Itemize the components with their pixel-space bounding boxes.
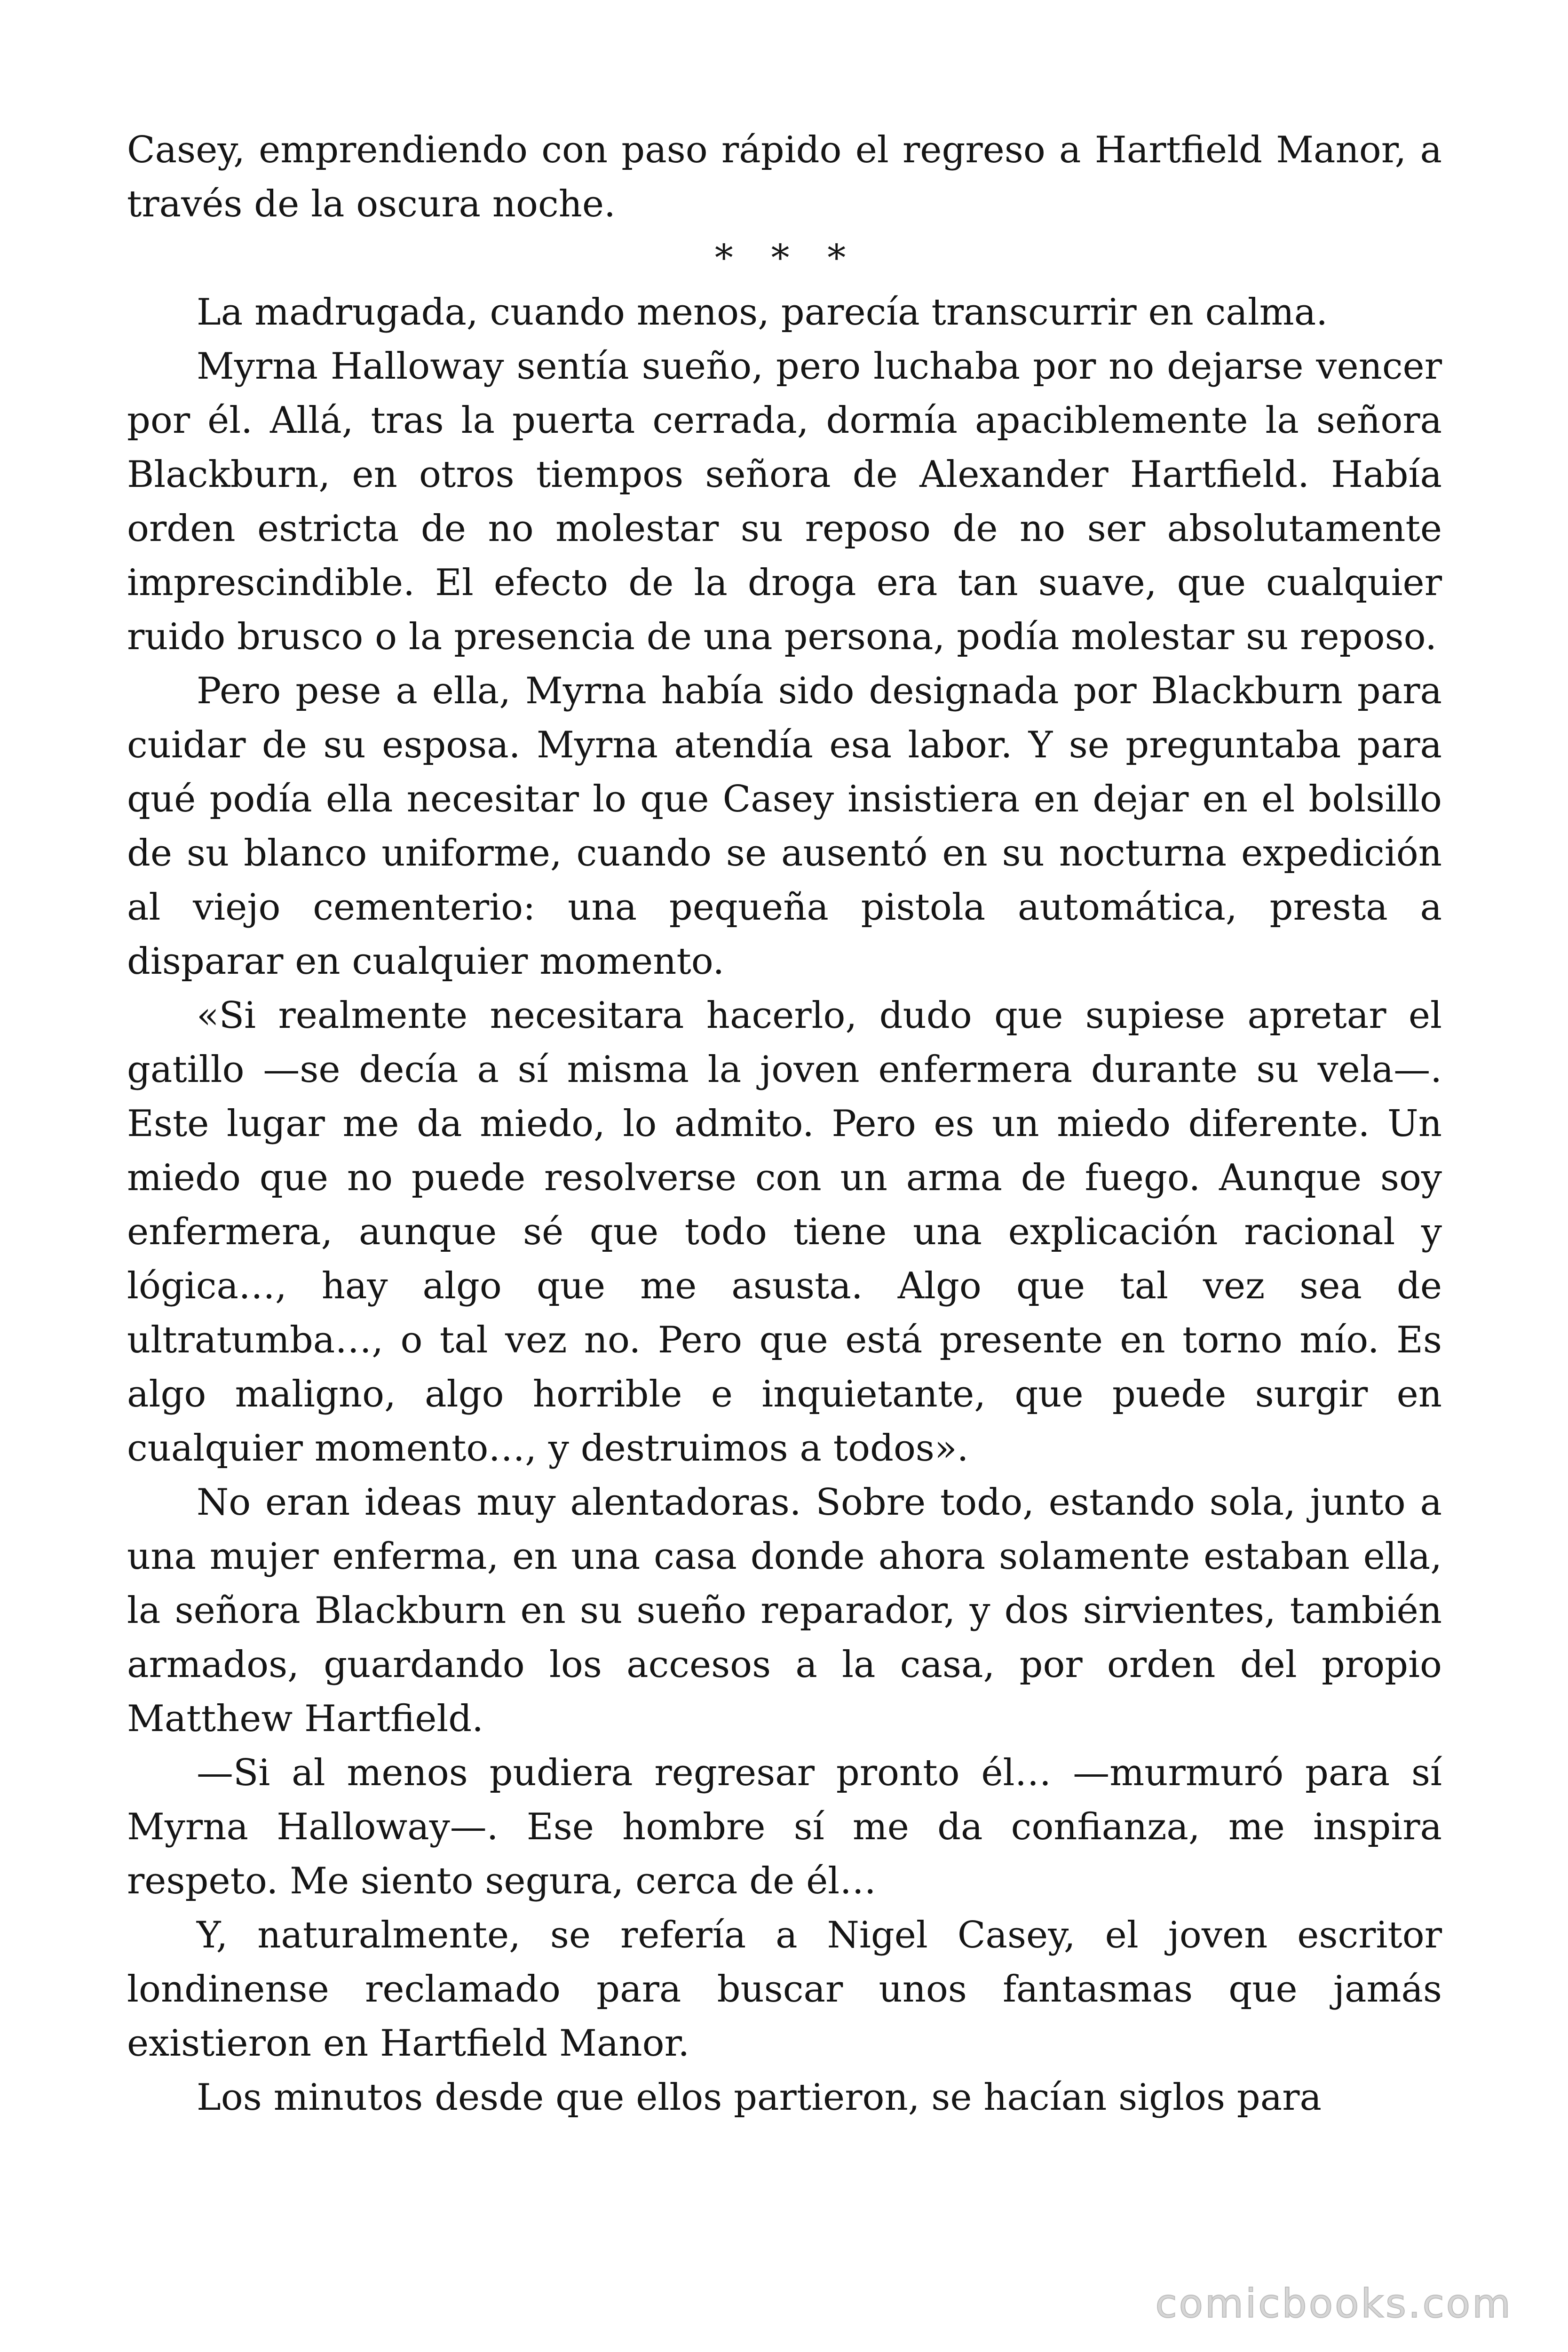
text-column [127, 123, 1442, 2125]
paragraph-7: Y, naturalmente, se refería a Nigel Casey, el joven escritor londinense reclamado para buscar unos fantasmas que jamás existieron en Hartfield Manor. [127, 1914, 1442, 2065]
paragraph-6: —Si al menos pudiera regresar pronto él… —murmuró para sí Myrna Halloway—. Ese hombre sí me da confianza, me inspira respeto. Me siento segura, cerca de él… [127, 1752, 1442, 1902]
opening-paragraph: Casey, emprendiendo con paso rápido el regreso a Hartfield Manor, a través de la oscura noche. [127, 129, 1442, 225]
paragraph-8: Los minutos desde que ellos partieron, se hacían siglos para [197, 2076, 1322, 2119]
paragraph-2: Myrna Halloway sentía sueño, pero luchaba por no dejarse vencer por él. Allá, tras la puerta cerrada, dormía apaciblemente la señora Blackburn, en otros tiempos señora de Alexander Hartfield. Había orden estricta de no molestar su reposo de no ser absolutamente imprescindible. El efecto de la droga era tan suave, que cualquier ruido brusco o la presencia de una persona, podía molestar su reposo. [127, 345, 1442, 658]
section-separator: * * * [714, 237, 859, 279]
paragraph-1: La madrugada, cuando menos, parecía transcurrir en calma. [197, 291, 1328, 334]
watermark-text: comicbooks.com [1155, 2280, 1513, 2327]
paragraph-3: Pero pese a ella, Myrna había sido designada por Blackburn para cuidar de su esposa. Myrna atendía esa labor. Y se preguntaba para qué podía ella necesitar lo que Casey insistiera en dejar en el bolsillo de su blanco uniforme, cuando se ausentó en su nocturna expedición al viejo cementerio: una pequeña pistola automática, presta a disparar en cualquier momento. [127, 670, 1442, 983]
paragraph-5: No eran ideas muy alentadoras. Sobre todo, estando sola, junto a una mujer enferma, en una casa donde ahora solamente estaban ella, la señora Blackburn en su sueño reparador, y dos sirvientes, también armados, guardando los accesos a la casa, por orden del propio Matthew Hartfield. [127, 1481, 1442, 1740]
paragraph-4: «Si realmente necesitara hacerlo, dudo que supiese apretar el gatillo —se decía a sí misma la joven enfermera durante su vela—. Este lugar me da miedo, lo admito. Pero es un miedo diferente. Un miedo que no puede resolverse con un arma de fuego. Aunque soy enfermera, aunque sé que todo tiene una explicación racional y lógica…, hay algo que me asusta. Algo que tal vez sea de ultratumba…, o tal vez no. Pero que está presente en torno mío. Es algo maligno, algo horrible e inquietante, que puede surgir en cualquier momento…, y destruimos a todos». [127, 994, 1442, 1470]
